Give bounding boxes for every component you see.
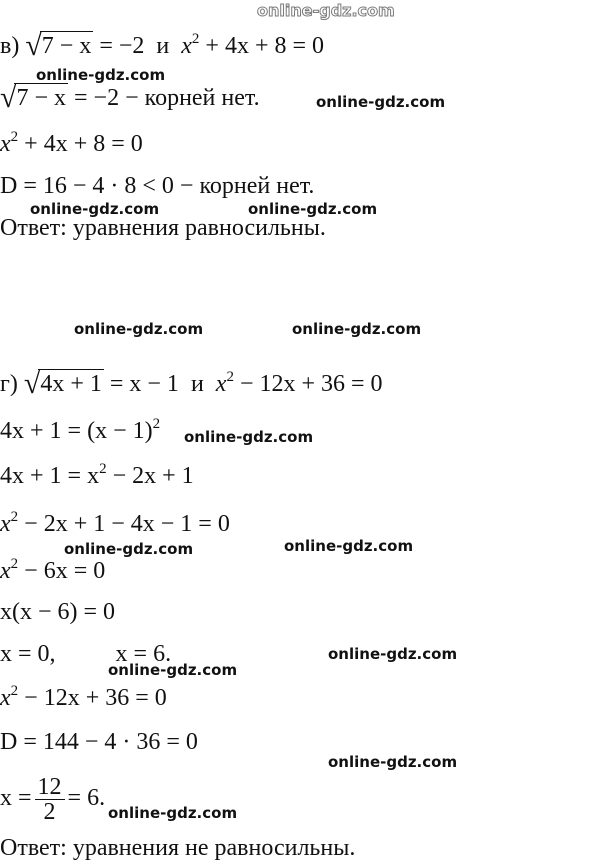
step-text: = −2 − корней нет.	[74, 85, 260, 111]
exponent: 2	[152, 416, 161, 432]
watermark: online-gdz.com	[316, 93, 446, 111]
exponent: 2	[10, 556, 19, 572]
var-x: x	[0, 685, 11, 711]
root-2: x = 6.	[115, 641, 172, 667]
watermark: online-gdz.com	[74, 320, 204, 338]
part-v-answer: Ответ: уравнения равносильны.	[0, 215, 326, 241]
equation2-rest: − 12x + 36 = 0	[239, 371, 383, 397]
part-g-step-1	[0, 417, 160, 445]
equation-rhs: = −2	[99, 33, 145, 59]
part-g-step-7	[0, 684, 167, 712]
sqrt-expression	[0, 82, 68, 112]
watermark: online-gdz.com	[64, 540, 194, 558]
radicand: 7 − x	[16, 85, 67, 111]
exponent: 2	[226, 369, 234, 385]
step-text-rest: = 6.	[67, 785, 106, 811]
step-text: x =	[0, 785, 32, 811]
sqrt-expression	[25, 30, 93, 60]
watermark: online-gdz.com	[284, 537, 414, 555]
part-g-step-8: D = 144 − 4 · 36 = 0	[0, 729, 198, 755]
exponent: 2	[10, 509, 19, 525]
radical-sign-icon: √	[0, 81, 17, 114]
part-v-step-3: D = 16 − 4 · 8 < 0 − корней нет.	[0, 173, 315, 199]
conjunction: и	[190, 371, 204, 397]
step-text: − 12x + 36 = 0	[24, 685, 167, 711]
part-g-step-2	[0, 462, 194, 490]
part-v-step-1	[0, 82, 260, 112]
watermark: online-gdz.com	[108, 804, 238, 822]
step-text: 4x + 1 = (x − 1)	[0, 418, 153, 444]
step-text: − 2x + 1 − 4x − 1 = 0	[24, 511, 230, 537]
exponent: 2	[191, 31, 200, 47]
equation2-rest: + 4x + 8 = 0	[205, 33, 325, 59]
radicand: 4x + 1	[40, 371, 102, 397]
part-g-step-4	[0, 557, 105, 585]
part-g-step-3	[0, 510, 230, 538]
step-text-rest: − 2x + 1	[112, 463, 194, 489]
part-g-marker: г)	[0, 371, 18, 397]
watermark: online-gdz.com	[292, 320, 422, 338]
root-1: x = 0,	[0, 641, 56, 667]
fraction-denominator: 2	[43, 798, 56, 825]
fraction	[35, 775, 65, 824]
part-g-step-9	[0, 770, 105, 826]
step-text: − 6x = 0	[24, 558, 106, 584]
part-g-answer: Ответ: уравнения не равносильны.	[0, 835, 356, 861]
var-x: x	[0, 131, 11, 157]
step-text: + 4x + 8 = 0	[24, 131, 143, 157]
sqrt-expression	[24, 368, 104, 398]
watermark: online-gdz.com	[328, 753, 458, 771]
var-x: x	[0, 511, 11, 537]
part-v-marker: в)	[0, 33, 20, 59]
radical-sign-icon: √	[23, 367, 41, 400]
watermark: online-gdz.com	[184, 428, 314, 446]
conjunction: и	[156, 33, 170, 59]
watermark: online-gdz.com	[248, 200, 378, 218]
exponent: 2	[10, 683, 19, 699]
site-watermark-top: online-gdz.com	[257, 1, 395, 20]
watermark: online-gdz.com	[30, 200, 160, 218]
exponent: 2	[99, 461, 107, 477]
var-x: x	[215, 371, 227, 397]
step-text: 4x + 1 = x	[0, 463, 100, 489]
radicand: 7 − x	[41, 33, 92, 59]
var-x: x	[181, 33, 192, 59]
part-v-problem	[0, 30, 324, 60]
equation-rhs: = x − 1	[109, 371, 179, 397]
watermark: online-gdz.com	[328, 645, 458, 663]
part-v-step-2	[0, 130, 143, 158]
exponent: 2	[10, 129, 19, 145]
watermark: online-gdz.com	[36, 66, 166, 84]
fraction-numerator: 12	[35, 775, 65, 800]
part-g-step-5: x(x − 6) = 0	[0, 599, 116, 625]
part-g-problem	[0, 368, 383, 398]
watermark: online-gdz.com	[108, 661, 238, 679]
radical-sign-icon: √	[25, 29, 42, 62]
var-x: x	[0, 558, 11, 584]
